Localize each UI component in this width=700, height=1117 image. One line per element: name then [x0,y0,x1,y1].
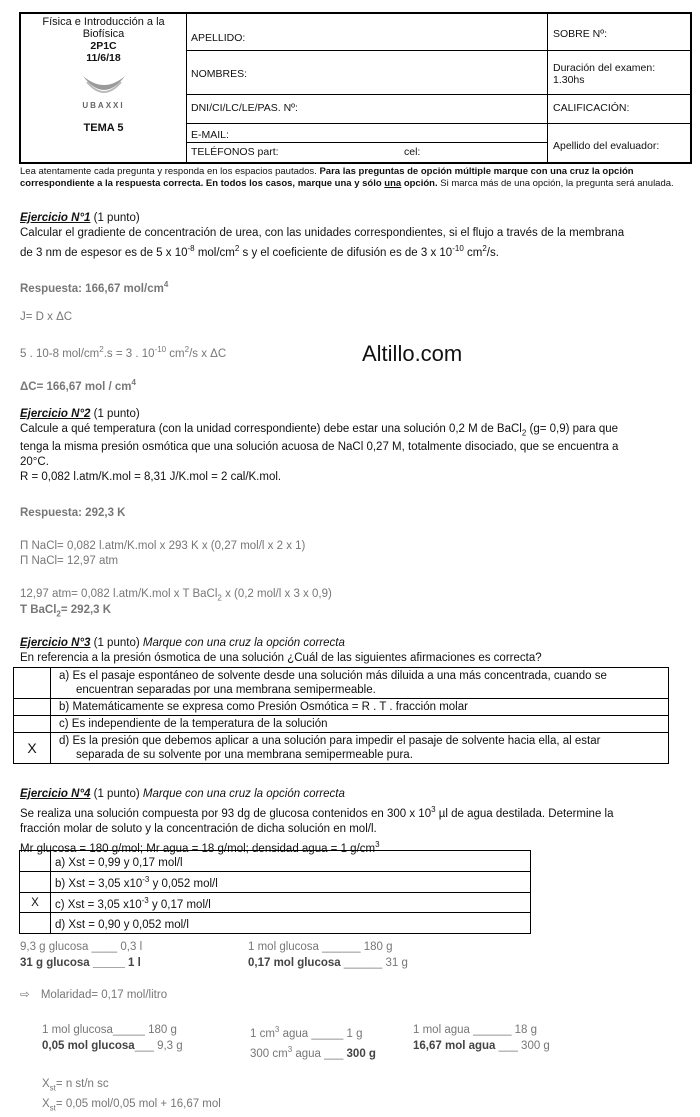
option-d-mark[interactable] [20,913,51,934]
sobre-label: SOBRE Nº: [553,28,608,40]
grading-column [547,14,692,162]
exercise-4-title: Ejercicio N°4 [20,788,91,800]
option-b-text: b) Matemáticamente se expresa como Presión Osmótica = R . T . fracción molar [51,699,669,716]
option-row[interactable] [20,892,531,913]
option-b-mark[interactable] [20,871,51,892]
option-row[interactable] [14,699,669,716]
course-code: 2P1C [90,40,117,52]
exercise-3-options [13,667,669,764]
option-row[interactable] [20,851,531,872]
arrow-right-icon: ⇨ [20,989,30,1001]
exercise-1-work-2: 5 . 10-8 mol/$cm^2.s = 3$ . $10^{-10}$ $cm^2/s$ x ΔC [20,345,227,360]
dni-label: DNI/CI/LC/LE/PAS. Nº: [191,102,298,114]
option-a-text: a) Es el pasaje espontáneo de solvente desde una solución más diluida a una más concentrada, cuando se encuentran separadas por una membrana semipermeable. [51,668,669,699]
exercise-4-work-5: 1 mol agua ______ 18 g 16,67 mol agua ___ 300 g [413,1024,550,1052]
option-a-text: a) Xst = 0,99 y 0,17 mol/l [51,851,531,872]
duracion-label: Duración del examen: 1.30hs [553,62,656,86]
cel-label: cel: [404,146,421,158]
email-label: E-MAIL: [191,129,229,141]
exercise-3-points: (1 punto) [93,637,140,649]
apellido-field[interactable] [186,14,547,51]
exercise-2-work-2: 12,97 atm= 0,082 l.atm/K.mol x T BaCl$_2$ x (0,2 mol/l x 3 x 0,9) [20,588,332,603]
telefonos-field[interactable] [186,142,547,162]
exercise-1-question: Calcular el gradiente de concentración de urea, con las unidades correspondientes, si el flujo a través de la membrana de 3 nm de espesor es de 5 x $10^{-8}$ mol/$cm^2$ s y el coeficiente de difusión es de 3 x $10^{-10}$ $cm^2/s$. [20,227,625,259]
option-d-mark[interactable]: X [14,733,51,764]
subject-line2: Biofísica [82,28,125,40]
subject-name [21,16,186,40]
duracion-field [547,51,692,95]
option-a-mark[interactable] [20,851,51,872]
exercise-4-points: (1 punto) [93,788,140,800]
option-b-mark[interactable] [14,699,51,716]
calificacion-label: CALIFICACIÓN: [553,102,630,114]
option-c-text: c) Es independiente de la temperatura de la solución [51,716,669,733]
exercise-3-title: Ejercicio N°3 [20,637,91,649]
instructions: Lea atentamente cada pregunta y responda en los espacios pautados. Para las preguntas de opción múltiple marque con una cruz la opción correspondiente a la respuesta correcta. En todos los casos, marque una y sólo una opción. Si marca más de una opción, la pregunta será anulada. [20,166,674,189]
option-row[interactable] [20,913,531,934]
email-field[interactable] [186,124,547,142]
logo-text: UBAXXI [82,101,125,110]
nombres-label: NOMBRES: [191,68,248,80]
exercise-3-instruction: Marque con una cruz la opción correcta [142,637,345,649]
option-c-mark[interactable] [14,716,51,733]
option-row[interactable] [14,668,669,699]
subject-line1: Física e Introducción a la [42,16,165,28]
exercise-4-work-1: 9,3 g glucosa ____ 0,3 l 31 g glucosa _____ 1 l [20,941,143,969]
exam-date: 11/6/18 [86,52,121,64]
exercise-2-result: T BaCl$_2$= 292,3 K [20,604,112,619]
option-d-text: d) Xst = 0,90 y 0,052 mol/l [51,913,531,934]
exercise-1-heading [20,211,680,226]
exercise-4-work-4: 1 $cm^3$ agua _____ 1 g 300 $cm^3$ agua ___ 300 g [250,1025,376,1060]
exercise-2-heading [20,407,680,422]
exercise-3-heading [20,636,680,651]
exercise-4-question: Se realiza una solución compuesta por 93 dg de glucosa contenidos en 300 x $10^3$ µl de agua destilada. Determine la fracción molar de soluto y la concentración de dicha solución en mol/l. Mr glucosa = 180 g/mol; Mr agua = 18 g/mol; densidad agua = 1 $g/cm^3$ [20,805,614,855]
exercise-2-answer: Respuesta: 292,3 K [20,507,126,519]
exercise-4-work-3: 1 mol glucosa_____ 180 g 0,05 mol glucosa___ 9,3 g [42,1024,183,1052]
option-row[interactable] [20,871,531,892]
telefonos-label: TELÉFONOS part: [191,146,279,158]
exercise-4-work-6: $X_{st}= n$ st/n sc $X_{st}= 0,05$ mol/0,05 mol + 16,67 mol [42,1078,221,1113]
sobre-field[interactable] [547,14,692,51]
molaridad-line: ⇨ Molaridad= 0,17 mol/litro [20,989,168,1001]
dni-field[interactable] [186,95,547,124]
option-c-text: c) Xst = 3,05 $x10^{-3}$ y 0,17 mol/l [51,892,531,913]
option-d-text: d) Es la presión que debemos aplicar a una solución para impedir el pasaje de solvente hacia ella, al estar separada de su solvente por una membrana semipermeable pura. [51,733,669,764]
evaluador-label: Apellido del evaluador: [553,140,660,152]
exercise-4-heading [20,787,680,802]
option-row[interactable] [14,733,669,764]
exercise-4-options [19,850,531,934]
exercise-1-points: (1 punto) [93,212,140,224]
exercise-1-answer: Respuesta: 166,67 mol/$cm^4$ [20,280,169,295]
subject-column [21,14,187,162]
watermark: Altillo.com [362,341,463,366]
exercise-2-question: Calcule a qué temperatura (con la unidad correspondiente) debe estar una solución 0,2 M de BaCl$_2$ (g= 0,9) para que tenga la misma presión osmótica que una solución acuosa de NaCl 0,27 M, totalmente disociado, que se encuentra a 20°C. R = 0,082 l.atm/K.mol = 8,31 J/K.mol = 2 cal/K.mol. [20,423,619,484]
exercise-2-title: Ejercicio N°2 [20,408,91,420]
exercise-4-work-2: 1 mol glucosa ______ 180 g 0,17 mol glucosa ______ 31 g [248,941,408,969]
exam-header [19,12,692,164]
exercise-3-question: En referencia a la presión ósmotica de una solución ¿Cuál de las siguientes afirmaciones es correcta? [20,652,542,664]
exercise-1-title: Ejercicio N°1 [20,212,91,224]
option-b-text: b) Xst = 3,05 $x10^{-3}$ y 0,052 mol/l [51,871,531,892]
exercise-1-result: ΔC= 166,67 mol / $cm^4$ [20,378,136,393]
ubaxxi-logo [74,74,134,110]
apellido-label: APELLIDO: [191,32,246,44]
option-a-mark[interactable] [14,668,51,699]
exercise-4-instruction: Marque con una cruz la opción correcta [142,788,345,800]
ubaxxi-logo-icon [79,74,129,98]
nombres-field[interactable] [186,51,547,95]
option-row[interactable] [14,716,669,733]
student-data-column [186,14,548,162]
evaluador-field[interactable] [547,124,692,162]
calificacion-field[interactable] [547,95,692,124]
exercise-2-work-1: Π NaCl= 0,082 l.atm/K.mol x 293 K x (0,27 mol/l x 2 x 1) Π NaCl= 12,97 atm [20,540,306,567]
tema-label: TEMA 5 [83,122,124,134]
option-c-mark[interactable]: X [20,892,51,913]
exercise-2-points: (1 punto) [93,408,140,420]
exercise-1-work-1: J= D x ΔC [20,311,73,323]
